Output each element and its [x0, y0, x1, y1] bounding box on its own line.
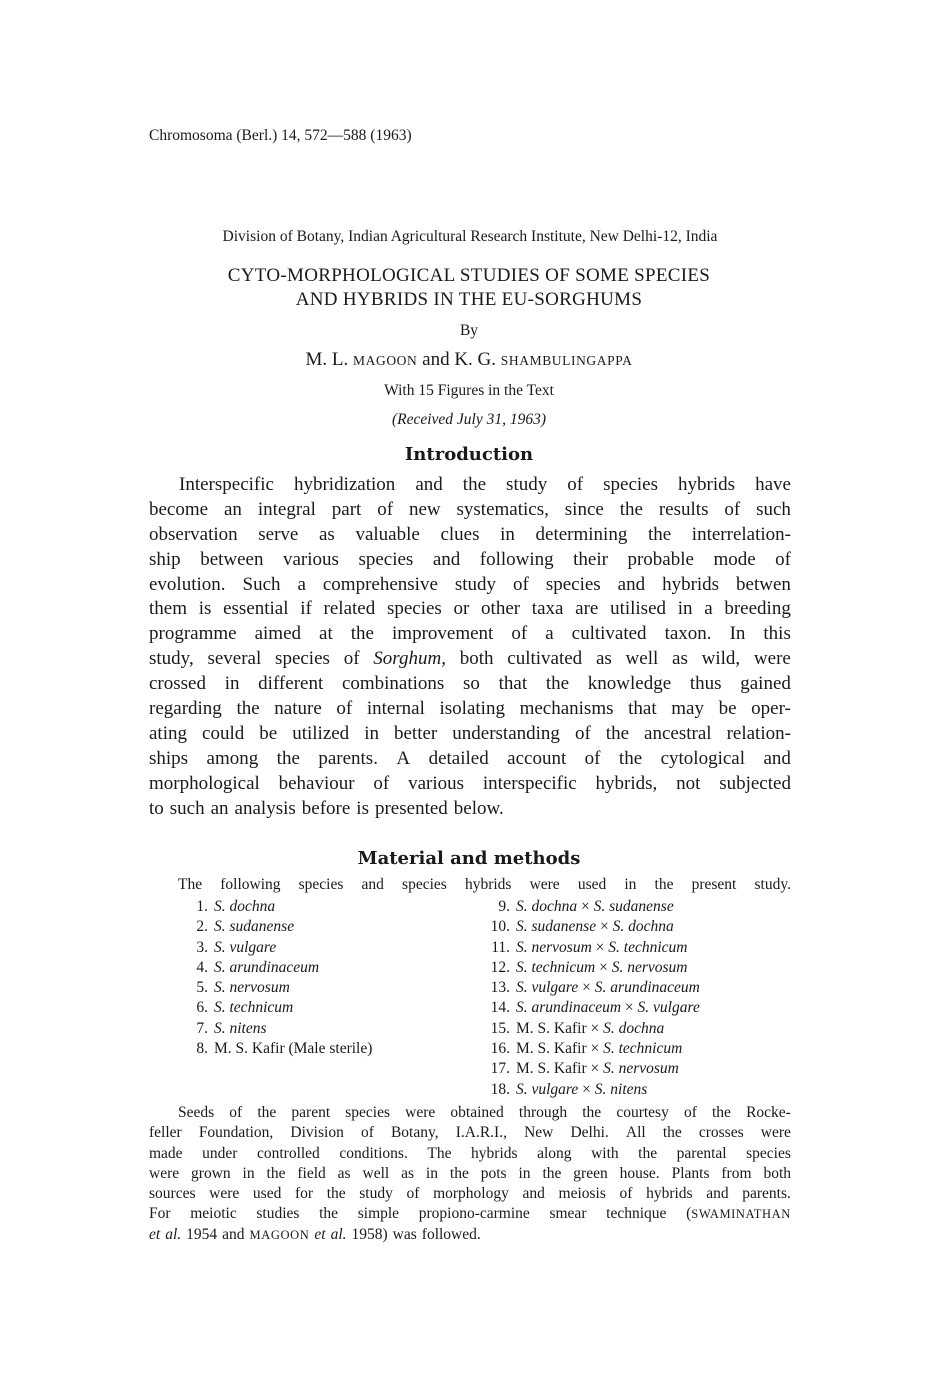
list-item [190, 897, 372, 917]
received-date: (Received July 31, 1963) [391, 411, 547, 428]
list-item-text: S. nervosum × S. technicum [516, 938, 688, 956]
affiliation: Division of Botany, Indian Agricultural Research Institute, New Delhi-12, India [222, 228, 718, 245]
list-item-text: S. vulgare × S. nitens [516, 1080, 648, 1098]
list-item-number: 18. [490, 1080, 510, 1098]
list-item-number: 12. [490, 958, 510, 976]
text-line: study, several species of Sorghum, both cultivated as well as wild, were [149, 648, 791, 670]
text-line: made under controlled conditions. The hybrids along with the parental species [149, 1144, 791, 1162]
list-item-text: S. nitens [214, 1019, 267, 1037]
species-list [190, 897, 372, 1059]
list-item-number: 2. [196, 918, 208, 936]
list-item [486, 897, 700, 917]
text-line: morphological behaviour of various interspecific hybrids, not subjected [149, 772, 791, 794]
list-item [190, 998, 372, 1018]
author-2-initials: K. G. [454, 349, 497, 370]
list-item [486, 958, 700, 978]
list-item-text: S. sudanense [214, 918, 295, 936]
text-line: et al. 1954 and MAGOON et al. 1958) was followed. [149, 1225, 481, 1243]
list-item-number: 10. [490, 918, 510, 936]
list-item [190, 938, 372, 958]
list-item-text: S. vulgare × S. arundinaceum [516, 979, 700, 997]
list-item [486, 1019, 700, 1039]
list-item-number: 14. [490, 999, 510, 1017]
text-line: crossed in different combinations so that the knowledge thus gained [149, 673, 791, 695]
journal-citation: Chromosoma (Berl.) 14, 572—588 (1963) [149, 127, 412, 144]
text-line: Interspecific hybridization and the study of species hybrids have [179, 474, 791, 495]
section-heading-methods: Material and methods [357, 848, 581, 869]
text-line: Seeds of the parent species were obtained through the courtesy of the Rocke- [178, 1104, 791, 1121]
list-item-number: 9. [498, 898, 510, 915]
list-item-text: M. S. Kafir × S. nervosum [516, 1060, 679, 1078]
list-item-text: S. technicum × S. nervosum [516, 958, 688, 976]
list-item [190, 1039, 372, 1059]
text-line: sources were used for the study of morphology and meiosis of hybrids and parents. [149, 1185, 791, 1203]
text-line: them is essential if related species or other taxa are utilised in a breeding [149, 598, 791, 620]
text-line: ships among the parents. A detailed account of the cytological and [149, 747, 791, 769]
authors-and: and [422, 349, 450, 370]
title-line: AND HYBRIDS IN THE EU-SORGHUMS [295, 289, 643, 310]
list-item-text: S. vulgare [214, 938, 277, 956]
author-2-surname: SHAMBULINGAPPA [500, 353, 633, 368]
text-line: For meiotic studies the simple propiono-carmine smear technique (SWAMINATHAN [149, 1205, 791, 1223]
list-item [486, 1059, 700, 1079]
text-line: feller Foundation, Division of Botany, I.A.R.I., New Delhi. All the crosses were [149, 1124, 791, 1142]
list-item-text: M. S. Kafir × S. dochna [516, 1019, 665, 1037]
text-line: evolution. Such a comprehensive study of species and hybrids betwen [149, 573, 791, 595]
list-item-number: 3. [196, 938, 208, 956]
list-item-number: 8. [196, 1040, 208, 1058]
author-1-initials: M. L. [305, 349, 349, 370]
title-line: CYTO-MORPHOLOGICAL STUDIES OF SOME SPECIES [227, 265, 711, 286]
author-1-surname: MAGOON [353, 353, 418, 368]
list-item-text: S. technicum [214, 999, 294, 1017]
list-item-text: S. arundinaceum × S. vulgare [516, 999, 700, 1017]
list-item-number: 15. [490, 1019, 510, 1037]
text-line: were grown in the field as well as in the pots in the green house. Plants from both [149, 1164, 791, 1182]
list-item-number: 4. [196, 958, 208, 976]
text-line: programme aimed at the improvement of a cultivated taxon. In this [149, 623, 791, 645]
list-item [190, 917, 372, 937]
section-heading-introduction: Introduction [404, 444, 534, 465]
list-item [486, 917, 700, 937]
list-item-text: S. dochna [214, 898, 276, 915]
list-item-text: S. nervosum [214, 979, 290, 997]
list-item-text: M. S. Kafir (Male sterile) [214, 1040, 373, 1058]
paper-title [149, 264, 789, 312]
list-item [486, 938, 700, 958]
list-item [486, 998, 700, 1018]
list-item-number: 11. [491, 938, 510, 956]
text-line: become an integral part of new systematics, since the results of such [149, 498, 791, 520]
list-item-number: 6. [196, 999, 208, 1017]
introduction-paragraph [149, 473, 791, 821]
list-item [190, 978, 372, 998]
list-item [486, 1039, 700, 1059]
figures-note: With 15 Figures in the Text [384, 382, 554, 399]
text-line: ship between various species and following their probable mode of [149, 548, 791, 570]
list-item [486, 1080, 700, 1100]
list-item-number: 7. [196, 1019, 208, 1037]
list-item-text: S. sudanense × S. dochna [516, 918, 674, 936]
list-item-number: 1. [196, 898, 208, 915]
list-item [486, 978, 700, 998]
by-line: By [459, 322, 479, 339]
list-item [190, 1019, 372, 1039]
hybrids-list [486, 897, 700, 1100]
methods-lead-sentence: The following species and species hybrids were used in the present study. [178, 876, 791, 893]
methods-paragraph [149, 1103, 791, 1245]
list-item-text: S. arundinaceum [214, 958, 320, 976]
list-item-number: 16. [490, 1040, 510, 1058]
text-line: ating could be utilized in better understanding of the ancestral relation- [149, 722, 791, 744]
list-item-number: 17. [490, 1060, 510, 1078]
list-item-text: M. S. Kafir × S. technicum [516, 1040, 683, 1058]
list-item [190, 958, 372, 978]
authors [149, 349, 789, 371]
text-line: regarding the nature of internal isolating mechanisms that may be oper- [149, 698, 791, 720]
list-item-number: 5. [196, 979, 208, 997]
text-line: to such an analysis before is presented below. [149, 797, 504, 819]
list-item-text: S. dochna × S. sudanense [516, 898, 674, 915]
list-item-number: 13. [490, 979, 510, 997]
text-line: observation serve as valuable clues in determining the interrelation- [149, 523, 791, 545]
